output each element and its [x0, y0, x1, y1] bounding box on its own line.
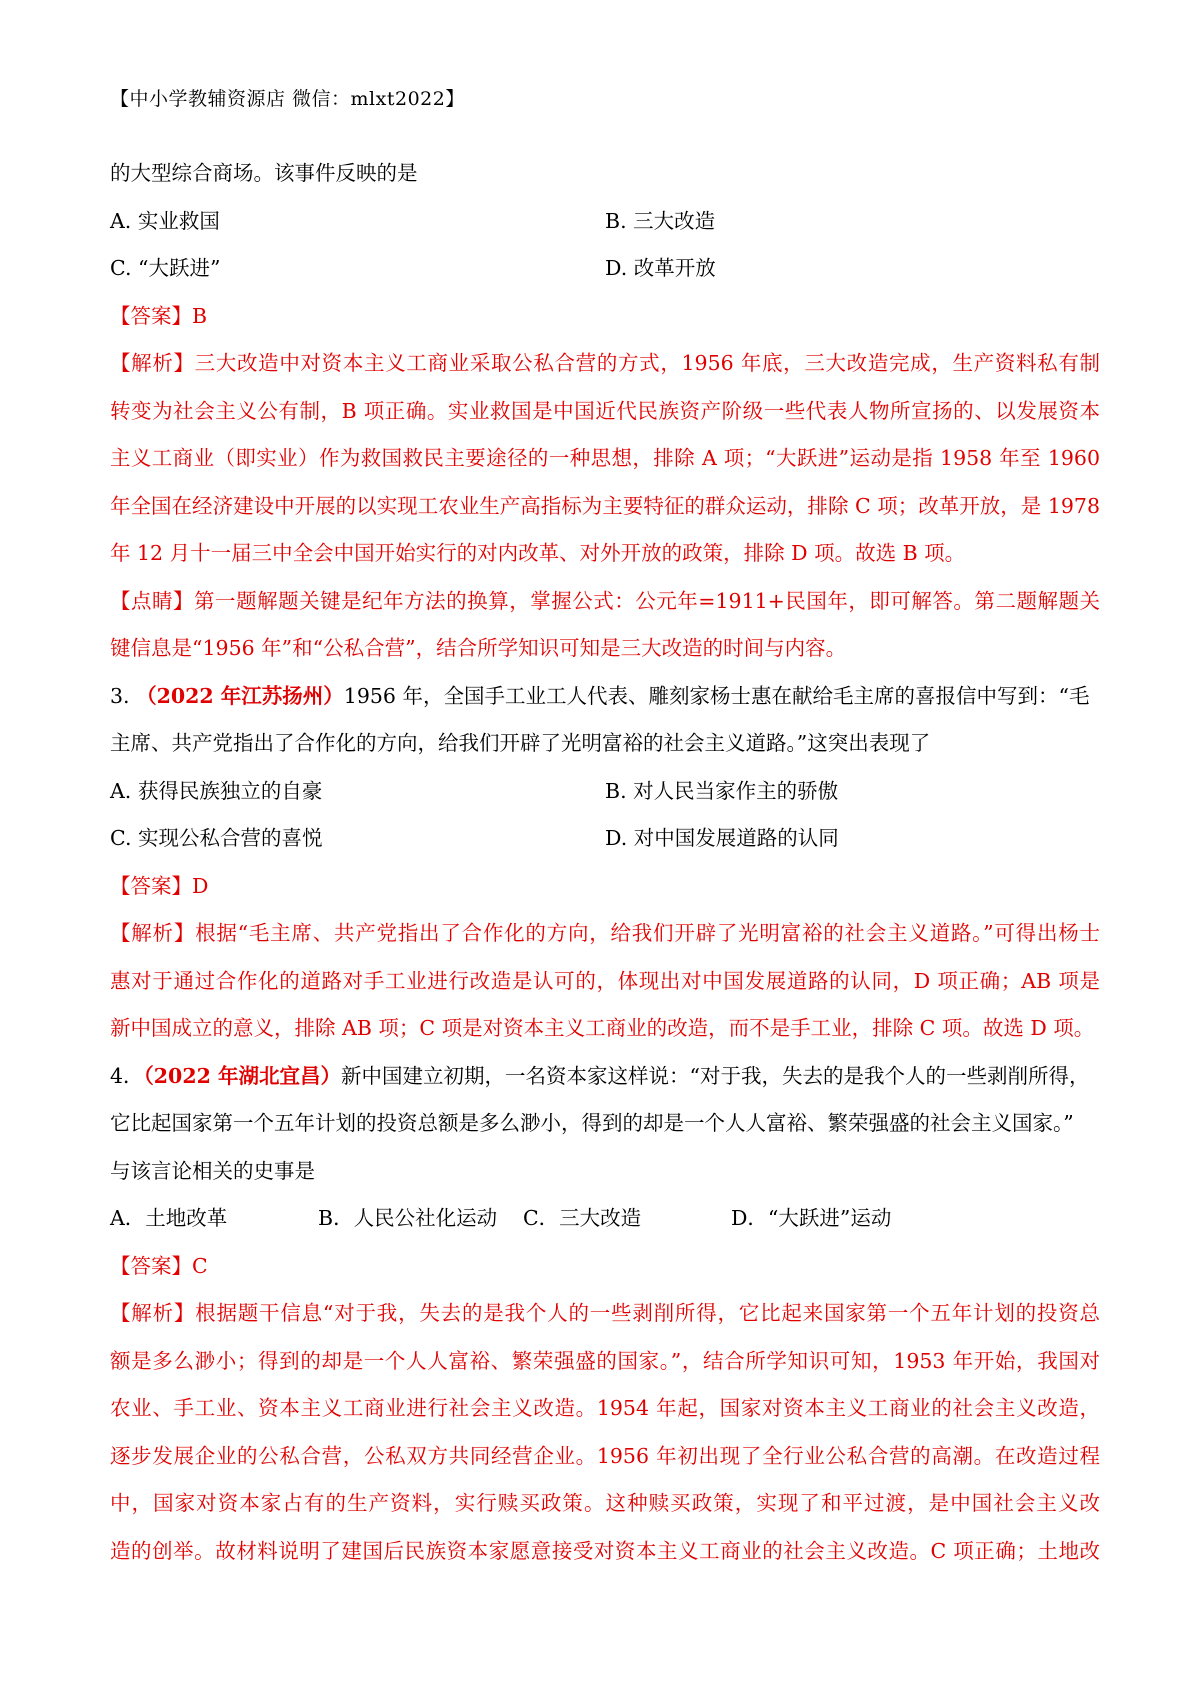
- q2-option-b: B. 三大改造: [605, 208, 716, 233]
- q2-analysis-line: 年 12 月十一届三中全会中国开始实行的对内改革、对外开放的政策，排除 D 项。故选 B 项。: [110, 541, 966, 565]
- q4-analysis-line: 【解析】根据题干信息“对于我，失去的是我个人的一些剥削所得，它比起来国家第一个五年计划的投资总: [110, 1301, 1100, 1325]
- q4-options-row: [110, 1195, 1100, 1243]
- q3-number: 3.: [110, 683, 137, 708]
- q4-option-b: B．人民公社化运动: [318, 1206, 498, 1230]
- q4-number: 4．: [110, 1063, 144, 1088]
- page-header: 【中小学教辅资源店 微信：mlxt2022】: [110, 88, 465, 110]
- q2-stem: 的大型综合商场。该事件反映的是: [110, 161, 418, 185]
- q3-option-a: A. 获得民族独立的自豪: [110, 778, 323, 803]
- q4-stem-line-2: 它比起国家第一个五年计划的投资总额是多么渺小，得到的却是一个人人富裕、繁荣强盛的社会主义国家。”: [110, 1111, 1074, 1135]
- q4-analysis-line: 中，国家对资本家占有的生产资料，实行赎买政策。这种赎买政策，实现了和平过渡，是中国社会主义改: [110, 1491, 1100, 1515]
- q4-analysis: [110, 1290, 1100, 1575]
- q3-stem-line-1: [110, 673, 1100, 721]
- q2-options-row-2: [110, 245, 1100, 293]
- q3-option-c: C. 实现公私合营的喜悦: [110, 826, 323, 850]
- q2-tip: [110, 578, 1100, 673]
- q4-stem-line-1: [110, 1053, 1100, 1101]
- q2-tip-line: 【点睛】第一题解题关键是纪年方法的换算，掌握公式：公元年=1911+民国年，即可解答。第二题解题关: [110, 588, 1100, 613]
- q4-answer: 【答案】C: [110, 1253, 208, 1278]
- q3-stem-text: 1956 年，全国手工业工人代表、雕刻家杨士惠在献给毛主席的喜报信中写到：“毛: [343, 683, 1090, 708]
- q2-option-d: D. 改革开放: [605, 256, 716, 280]
- document-body: [110, 150, 1100, 1575]
- q2-analysis-line: 转变为社会主义公有制，B 项正确。实业救国是中国近代民族资产阶级一些代表人物所宣扬的、以发展资本: [110, 398, 1100, 423]
- q2-option-a: A. 实业救国: [110, 208, 220, 233]
- q3-options-row-2: [110, 815, 1100, 863]
- q4-source: （2022 年湖北宜昌）: [143, 1063, 341, 1088]
- q3-analysis: [110, 910, 1100, 1053]
- q2-analysis-line: 主义工商业（即实业）作为救国救民主要途径的一种思想，排除 A 项；“大跃进”运动是指 1958 年至 1960: [110, 446, 1100, 470]
- q3-answer: 【答案】D: [110, 873, 209, 898]
- q2-option-c: C. “大跃进”: [110, 256, 221, 280]
- q2-analysis: [110, 340, 1100, 578]
- q3-source: （2022 年江苏扬州）: [136, 683, 344, 708]
- q3-option-b: B. 对人民当家作主的骄傲: [605, 778, 839, 803]
- q4-analysis-line: 额是多么渺小；得到的却是一个人人富裕、繁荣强盛的国家。”，结合所学知识可知，1953 年开始，我国对: [110, 1348, 1100, 1373]
- q2-analysis-line: 【解析】三大改造中对资本主义工商业采取公私合营的方式，1956 年底，三大改造完成，生产资料私有制: [110, 351, 1100, 375]
- q3-analysis-line: 惠对于通过合作化的道路对手工业进行改造是认可的，体现出对中国发展道路的认同，D 项正确；AB 项是: [110, 968, 1100, 993]
- q4-option-d: D．“大跃进”运动: [731, 1206, 892, 1230]
- q4-stem-text: 新中国建立初期，一名资本家这样说：“对于我，失去的是我个人的一些剥削所得，: [341, 1063, 1090, 1088]
- q2-options-row-1: [110, 198, 1100, 246]
- q2-analysis-line: 年全国在经济建设中开展的以实现工农业生产高指标为主要特征的群众运动，排除 C 项；改革开放，是 1978: [110, 493, 1100, 518]
- q4-option-c: C．三大改造: [523, 1206, 642, 1230]
- q4-option-a: A．土地改革: [110, 1206, 228, 1230]
- q3-option-d: D. 对中国发展道路的认同: [605, 826, 839, 850]
- q3-options-row-1: [110, 768, 1100, 816]
- q4-analysis-line: 逐步发展企业的公私合营，公私双方共同经营企业。1956 年初出现了全行业公私合营的高潮。在改造过程: [110, 1443, 1100, 1468]
- q3-analysis-line: 新中国成立的意义，排除 AB 项；C 项是对资本主义工商业的改造，而不是手工业，排除 C 项。故选 D 项。: [110, 1016, 1095, 1040]
- q2-answer: 【答案】B: [110, 303, 208, 328]
- q2-tip-line: 键信息是“1956 年”和“公私合营”，结合所学知识可知是三大改造的时间与内容。: [110, 636, 847, 660]
- q3-analysis-line: 【解析】根据“毛主席、共产党指出了合作化的方向，给我们开辟了光明富裕的社会主义道路。”可得出杨士: [110, 921, 1100, 945]
- q4-analysis-line: 农业、手工业、资本主义工商业进行社会主义改造。1954 年起，国家对资本主义工商业的社会主义改造，: [110, 1396, 1100, 1420]
- q4-stem-line-3: 与该言论相关的史事是: [110, 1158, 315, 1183]
- q3-stem-line-2: 主席、共产党指出了合作化的方向，给我们开辟了光明富裕的社会主义道路。”这突出表现了: [110, 731, 931, 755]
- q4-analysis-line: 造的创举。故材料说明了建国后民族资本家愿意接受对资本主义工商业的社会主义改造。C 项正确；土地改: [110, 1538, 1100, 1563]
